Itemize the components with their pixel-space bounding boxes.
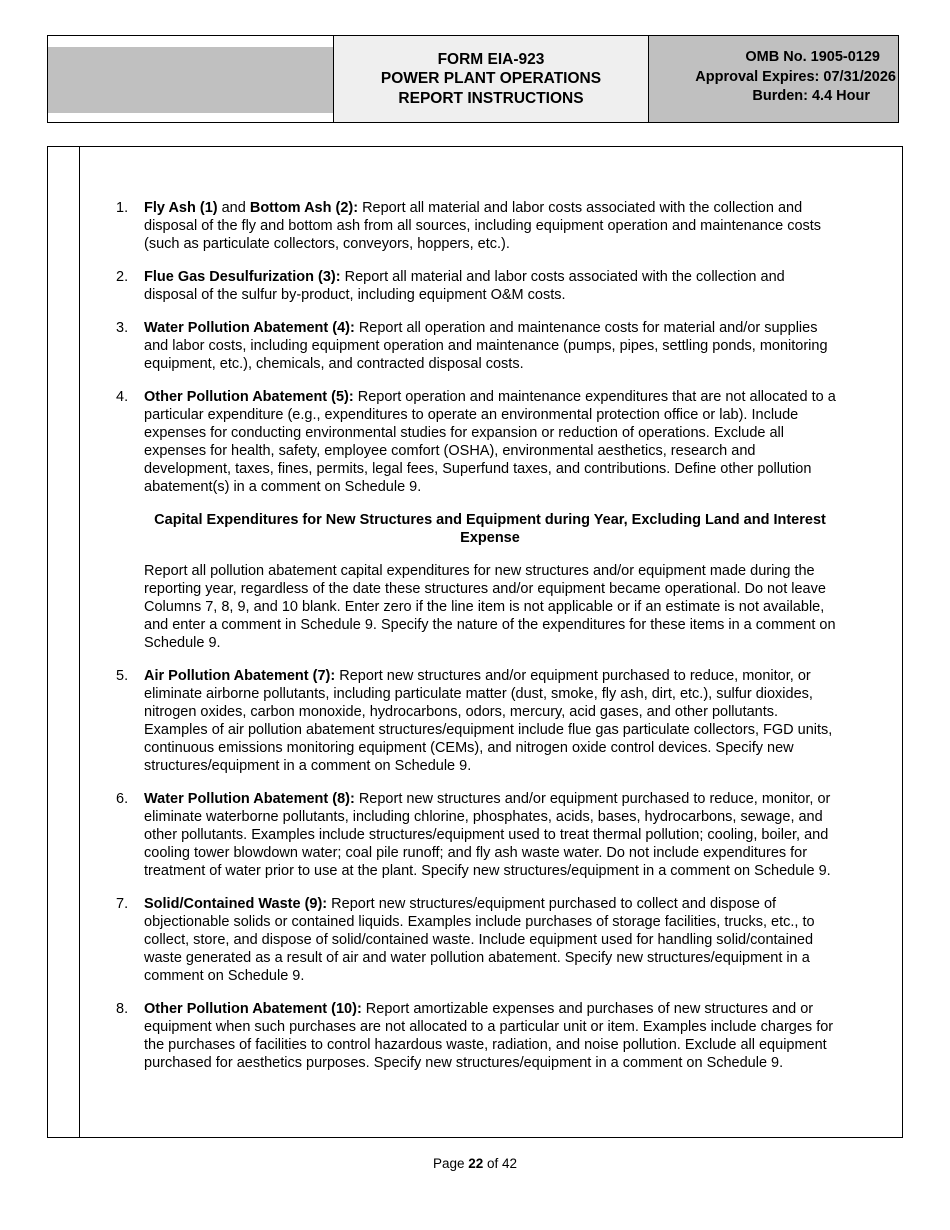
of-word: of [483, 1156, 503, 1171]
header-logo-area [48, 36, 334, 122]
header-title-block [334, 36, 649, 122]
item-label: Water Pollution Abatement (8): [144, 791, 355, 807]
page-word: Page [432, 1156, 469, 1171]
item-label: Water Pollution Abatement (4): [144, 320, 355, 336]
item-number: 6. [116, 791, 129, 807]
item-number: 3. [116, 320, 129, 336]
burden-hours: Burden: 4.4 Hour [752, 88, 870, 104]
omb-number: OMB No. 1905-0129 [745, 49, 880, 65]
instruction-item-4 [116, 388, 836, 496]
item-label-2: Bottom Ash (2): [249, 200, 359, 216]
instruction-item-8 [116, 1000, 836, 1072]
item-number: 8. [116, 1001, 129, 1017]
item-label: Air Pollution Abatement (7): [144, 668, 336, 684]
header-omb-block [649, 36, 898, 122]
instruction-item-1 [116, 199, 836, 253]
form-title-line1: POWER PLANT OPERATIONS [380, 70, 602, 88]
approval-expiry: Approval Expires: 07/31/2026 [695, 68, 896, 85]
header-shaded-band [48, 47, 333, 113]
item-number: 2. [116, 269, 129, 285]
item-label: Other Pollution Abatement (5): [144, 389, 354, 405]
instruction-item-7 [116, 895, 836, 985]
item-text: Report new structures and/or equipment purchased to reduce, monitor, or eliminate airborne pollutants, including particulate matter (dust, smoke, fly ash, dirt, etc.), sulfur dioxides, nitrogen oxides, carbon monoxide, hydrocarbons, odors, mercury, acid gases, and other pollutants. Examples of air pollution abatement structures/equipment include flue gas particulate collectors, FGD units, continuous emissions monitoring equipment (CEMs), and nitrogen oxide control devices. Specify new structures/equipment in a comment on Schedule 9. [144, 668, 833, 774]
capital-expenditures-heading: Capital Expenditures for New Structures and Equipment during Year, Excluding Land and Interest Expense [154, 512, 826, 546]
item-text: Report all material and labor costs associated with the collection and disposal of the fly and bottom ash from all sources, including equipment operation and maintenance costs (such as particulate collectors, conveyors, hoppers, etc.). [144, 200, 822, 252]
form-title-line2: REPORT INSTRUCTIONS [398, 89, 584, 107]
form-id: FORM EIA-923 [437, 50, 545, 68]
instructions-body [116, 199, 836, 1087]
item-text: Report all operation and maintenance costs for material and/or supplies and labor costs, including equipment operation and maintenance (pumps, pipes, settling ponds, monitoring equipment, etc.), chemicals, and contracted disposal costs. [144, 320, 828, 372]
item-text: Report all material and labor costs associated with the collection and disposal of the sulfur by-product, including equipment O&M costs. [144, 269, 785, 303]
item-label: Flue Gas Desulfurization (3): [144, 269, 341, 285]
page-footer [0, 1156, 950, 1171]
item-label: Solid/Contained Waste (9): [144, 896, 328, 912]
form-header [47, 35, 899, 123]
item-label: Other Pollution Abatement (10): [144, 1001, 362, 1017]
item-text: Report new structures/equipment purchased to collect and dispose of objectionable solids or contained liquids. Examples include purchases of storage facilities, trucks, etc., to collect, store, and dispose of solid/contained waste. Include equipment used for handling solid/contained waste generated as a result of air and water pollution abatement. Specify new structures/equipment in a comment on Schedule 9. [144, 896, 815, 984]
frame-gutter-line [79, 147, 80, 1137]
page-total: 42 [502, 1156, 518, 1171]
instruction-item-2 [116, 268, 836, 304]
item-text: Report new structures and/or equipment purchased to reduce, monitor, or eliminate waterborne pollutants, including chlorine, phosphates, acids, bases, hydrocarbons, sewage, and other pollutants. Examples include structures/equipment used to treat thermal pollution; cooling, boiler, and cooling tower blowdown water; coal pile runoff; and fly ash waste water. Do not include expenditures for treatment of water prior to use at the plant. Specify new structures/equipment in a comment on Schedule 9. [144, 791, 831, 879]
item-label: Fly Ash (1) [144, 200, 218, 216]
item-number: 4. [116, 389, 129, 405]
instruction-item-6 [116, 790, 836, 880]
item-text: Report amortizable expenses and purchases of new structures and or equipment when such purchases are not allocated to a particular unit or item. Examples include charges for the purchases of facilities to control hazardous waste, radiation, and noise pollution. Exclude all equipment purchased for aesthetics purposes. Specify new structures/equipment in a comment on Schedule 9. [144, 1001, 834, 1071]
item-number: 1. [116, 200, 129, 216]
page-number: 22 [468, 1156, 484, 1171]
instruction-item-3 [116, 319, 836, 373]
item-text: Report operation and maintenance expenditures that are not allocated to a particular expenditure (e.g., expenditures to operate an environmental protection office or lab). Include expenses for conducting environmental studies for expansion or reduction of operations. Exclude all expenses for health, safety, employee comfort (OSHA), environmental aesthetics, research and development, taxes, fines, permits, legal fees, Superfund taxes, and contributions. Define other pollution abatement(s) in a comment on Schedule 9. [144, 389, 836, 495]
item-number: 7. [116, 896, 129, 912]
capital-expenditures-intro: Report all pollution abatement capital expenditures for new structures and/or equipment made during the reporting year, regardless of the date these structures and/or equipment became operational. Do not leave Columns 7, 8, 9, and 10 blank. Enter zero if the line item is not applicable or if an estimate is not available, and enter a comment in Schedule 9. Specify the nature of the expenditures for these items in a comment on Schedule 9. [144, 563, 836, 651]
instruction-item-5 [116, 667, 836, 775]
item-number: 5. [116, 668, 129, 684]
item-joiner: and [217, 200, 250, 216]
